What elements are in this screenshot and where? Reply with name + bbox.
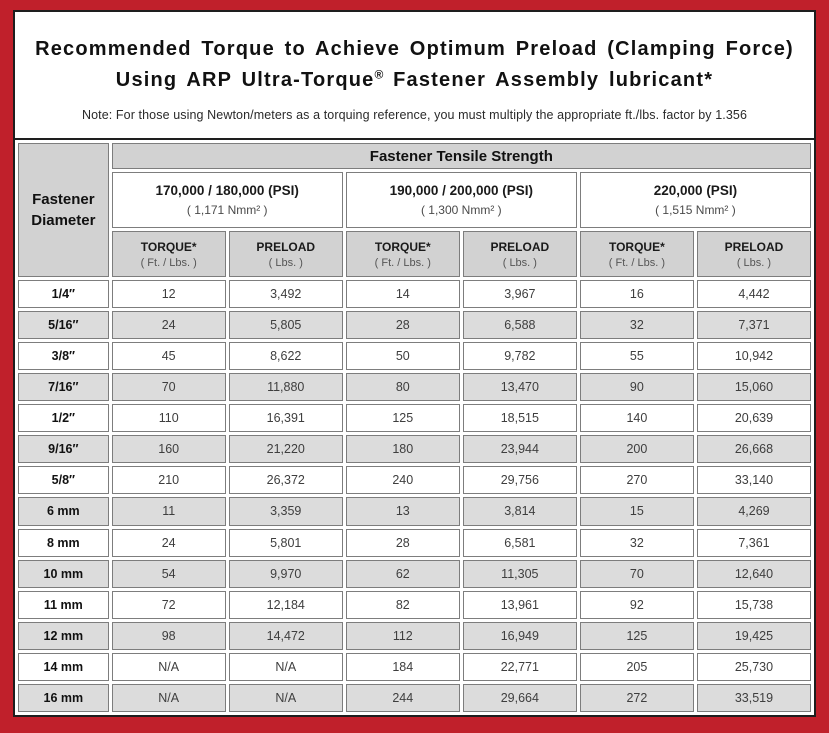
preload-cell: 19,425 <box>697 622 811 650</box>
table-header <box>18 143 811 277</box>
torque-cell: 210 <box>112 466 226 494</box>
torque-unit: ( Ft. / Lbs. ) <box>608 256 665 269</box>
table-row <box>18 280 811 308</box>
torque-cell: 32 <box>580 311 694 339</box>
torque-cell: 11 <box>112 497 226 525</box>
torque-table <box>15 138 814 715</box>
preload-cell: 3,359 <box>229 497 343 525</box>
torque-cell: N/A <box>112 684 226 712</box>
table-row <box>18 373 811 401</box>
strength-group-190-200 <box>346 172 577 228</box>
title-block <box>15 12 814 138</box>
preload-cell: 29,664 <box>463 684 577 712</box>
group-header-row <box>18 143 811 169</box>
diameter-cell: 16 mm <box>18 684 109 712</box>
torque-cell: N/A <box>112 653 226 681</box>
diameter-cell: 1/2″ <box>18 404 109 432</box>
torque-cell: 62 <box>346 560 460 588</box>
torque-cell: 14 <box>346 280 460 308</box>
preload-cell: 16,391 <box>229 404 343 432</box>
table-row <box>18 653 811 681</box>
preload-cell: 20,639 <box>697 404 811 432</box>
preload-cell: 9,782 <box>463 342 577 370</box>
torque-cell: 90 <box>580 373 694 401</box>
preload-cell: 15,738 <box>697 591 811 619</box>
registered-mark: ® <box>374 67 384 82</box>
torque-cell: 50 <box>346 342 460 370</box>
preload-cell: 3,492 <box>229 280 343 308</box>
title-line-2: Using ARP Ultra-Torque <box>115 69 375 91</box>
preload-cell: 15,060 <box>697 373 811 401</box>
preload-cell: 11,305 <box>463 560 577 588</box>
table-row <box>18 435 811 463</box>
torque-cell: 24 <box>112 529 226 557</box>
torque-column-header <box>346 231 460 277</box>
diameter-cell: 11 mm <box>18 591 109 619</box>
torque-cell: 72 <box>112 591 226 619</box>
preload-label: PRELOAD <box>256 239 316 254</box>
torque-column-header <box>112 231 226 277</box>
preload-column-header <box>697 231 811 277</box>
table-row <box>18 497 811 525</box>
torque-cell: 28 <box>346 529 460 557</box>
torque-cell: 92 <box>580 591 694 619</box>
torque-cell: 70 <box>580 560 694 588</box>
torque-label: TORQUE* <box>374 239 431 254</box>
nmm-value: ( 1,515 Nmm² ) <box>655 203 736 217</box>
preload-cell: 18,515 <box>463 404 577 432</box>
preload-unit: ( Lbs. ) <box>736 256 772 269</box>
torque-cell: 15 <box>580 497 694 525</box>
sub-header-row <box>18 231 811 277</box>
table-row <box>18 311 811 339</box>
title-line-1: Recommended Torque to Achieve Optimum Preload (Clamping Force) <box>35 38 794 60</box>
torque-label: TORQUE* <box>608 239 665 254</box>
preload-cell: 16,949 <box>463 622 577 650</box>
title-line-2-end: Fastener Assembly lubricant* <box>383 69 714 91</box>
torque-cell: 160 <box>112 435 226 463</box>
torque-unit: ( Ft. / Lbs. ) <box>140 256 197 269</box>
preload-cell: 33,519 <box>697 684 811 712</box>
preload-cell: 3,814 <box>463 497 577 525</box>
table-row <box>18 560 811 588</box>
torque-cell: 82 <box>346 591 460 619</box>
preload-cell: 22,771 <box>463 653 577 681</box>
diameter-cell: 1/4″ <box>18 280 109 308</box>
note-text: Note: For those using Newton/meters as a torquing reference, you must multiply the appropriate ft./lbs. factor by 1.356 <box>81 108 747 122</box>
preload-cell: 26,668 <box>697 435 811 463</box>
preload-cell: 5,805 <box>229 311 343 339</box>
strength-group-220 <box>580 172 811 228</box>
table-row <box>18 342 811 370</box>
diameter-cell: 8 mm <box>18 529 109 557</box>
preload-cell: 5,801 <box>229 529 343 557</box>
preload-unit: ( Lbs. ) <box>268 256 303 269</box>
torque-cell: 244 <box>346 684 460 712</box>
table-body <box>18 280 811 712</box>
nmm-value: ( 1,300 Nmm² ) <box>420 203 502 217</box>
preload-cell: 11,880 <box>229 373 343 401</box>
preload-cell: 6,581 <box>463 529 577 557</box>
corner-header-fastener-diameter: Fastener Diameter <box>18 143 109 277</box>
torque-cell: 112 <box>346 622 460 650</box>
preload-cell: 13,470 <box>463 373 577 401</box>
torque-cell: 270 <box>580 466 694 494</box>
table-row <box>18 591 811 619</box>
torque-unit: ( Ft. / Lbs. ) <box>374 256 431 269</box>
nmm-value: ( 1,171 Nmm² ) <box>186 203 268 217</box>
table-row <box>18 622 811 650</box>
preload-cell: 23,944 <box>463 435 577 463</box>
torque-cell: 28 <box>346 311 460 339</box>
table-row <box>18 684 811 712</box>
psi-value: 170,000 / 180,000 (PSI) <box>155 183 299 198</box>
torque-cell: 54 <box>112 560 226 588</box>
torque-cell: 32 <box>580 529 694 557</box>
psi-value: 220,000 (PSI) <box>653 183 738 198</box>
torque-cell: 12 <box>112 280 226 308</box>
torque-cell: 24 <box>112 311 226 339</box>
table-row <box>18 404 811 432</box>
page-title <box>33 26 796 96</box>
preload-label: PRELOAD <box>490 239 550 254</box>
preload-cell: 9,970 <box>229 560 343 588</box>
torque-cell: 125 <box>346 404 460 432</box>
diameter-cell: 9/16″ <box>18 435 109 463</box>
torque-cell: 205 <box>580 653 694 681</box>
preload-cell: 3,967 <box>463 280 577 308</box>
diameter-cell: 3/8″ <box>18 342 109 370</box>
preload-column-header <box>229 231 343 277</box>
torque-cell: 140 <box>580 404 694 432</box>
preload-cell: 6,588 <box>463 311 577 339</box>
diameter-cell: 14 mm <box>18 653 109 681</box>
preload-cell: 4,442 <box>697 280 811 308</box>
diameter-cell: 6 mm <box>18 497 109 525</box>
preload-label: PRELOAD <box>724 239 784 254</box>
torque-cell: 70 <box>112 373 226 401</box>
psi-header-row <box>18 172 811 228</box>
preload-cell: 25,730 <box>697 653 811 681</box>
torque-cell: 125 <box>580 622 694 650</box>
torque-cell: 180 <box>346 435 460 463</box>
strength-group-170-180 <box>112 172 343 228</box>
torque-column-header <box>580 231 694 277</box>
diameter-cell: 7/16″ <box>18 373 109 401</box>
preload-cell: 26,372 <box>229 466 343 494</box>
preload-cell: 10,942 <box>697 342 811 370</box>
torque-cell: 240 <box>346 466 460 494</box>
group-header-tensile-strength: Fastener Tensile Strength <box>112 143 811 169</box>
table-row <box>18 466 811 494</box>
preload-cell: 7,371 <box>697 311 811 339</box>
preload-cell: 4,269 <box>697 497 811 525</box>
diameter-cell: 12 mm <box>18 622 109 650</box>
torque-cell: 45 <box>112 342 226 370</box>
content-sheet <box>13 10 816 717</box>
preload-cell: 29,756 <box>463 466 577 494</box>
preload-cell: 8,622 <box>229 342 343 370</box>
torque-cell: 184 <box>346 653 460 681</box>
preload-unit: ( Lbs. ) <box>502 256 537 269</box>
torque-cell: 55 <box>580 342 694 370</box>
torque-label: TORQUE* <box>140 239 197 254</box>
torque-cell: 80 <box>346 373 460 401</box>
preload-cell: 21,220 <box>229 435 343 463</box>
torque-cell: 16 <box>580 280 694 308</box>
preload-cell: 33,140 <box>697 466 811 494</box>
preload-cell: 12,184 <box>229 591 343 619</box>
preload-cell: 12,640 <box>697 560 811 588</box>
table-row <box>18 529 811 557</box>
torque-cell: 98 <box>112 622 226 650</box>
preload-cell: N/A <box>229 653 343 681</box>
preload-column-header <box>463 231 577 277</box>
preload-cell: 7,361 <box>697 529 811 557</box>
preload-cell: 13,961 <box>463 591 577 619</box>
psi-value: 190,000 / 200,000 (PSI) <box>389 183 533 198</box>
torque-cell: 272 <box>580 684 694 712</box>
preload-cell: 14,472 <box>229 622 343 650</box>
diameter-cell: 5/8″ <box>18 466 109 494</box>
torque-cell: 200 <box>580 435 694 463</box>
torque-cell: 13 <box>346 497 460 525</box>
diameter-cell: 10 mm <box>18 560 109 588</box>
diameter-cell: 5/16″ <box>18 311 109 339</box>
torque-cell: 110 <box>112 404 226 432</box>
preload-cell: N/A <box>229 684 343 712</box>
